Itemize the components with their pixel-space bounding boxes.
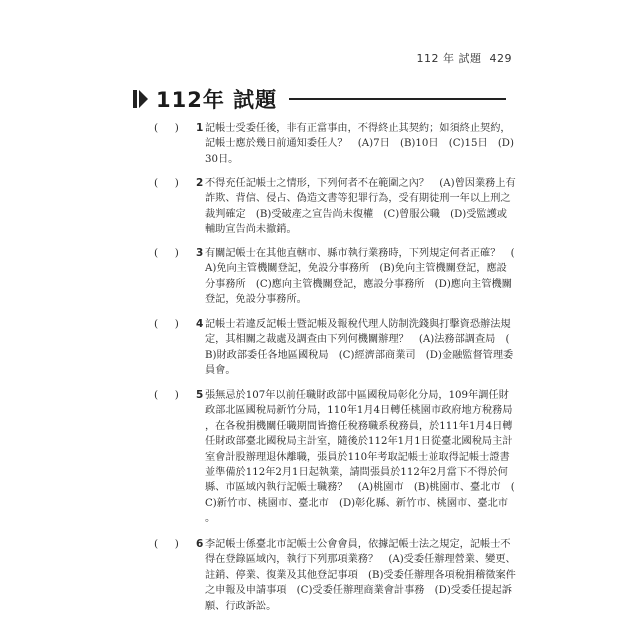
answer-blank[interactable]: ( ) [154,389,179,401]
question-number: 6 [196,538,204,550]
question-5 [148,388,516,528]
question-number: 5 [196,389,204,401]
answer-blank[interactable]: ( ) [154,538,179,550]
section-heading [133,84,506,114]
section-title: 112年 試題 [156,88,278,112]
question-text: 張無忌於107年以前任職財政部中區國稅局彰化分局，109年調任財政部北區國稅局新竹分局，110年1月4日轉任桃園市政府地方稅務局，在各稅捐機關任職期間皆擔任稅務職系稅務員，於111年1月4日轉任財政部臺北國稅局主計室，隨後於112年1月1日從臺北國稅局主計室會計股辦理退休離職，張員於110年考取記帳士並取得記帳士證書並準備於112年2月1日起執業，請問張員於112年2月當下不得於何縣、市區域內執行記帳士職務？ (A)桃園市 (B)桃園市、臺北市 (C)新竹市、桃園市、臺北市 (D)彰化縣、新竹市、桃園市、臺北市。 [205,390,515,525]
question-text: 記帳士若違反記帳士暨記帳及報稅代理人防制洗錢與打擊資恐辦法規定，其相關之裁處及調查由下列何機關辦理？ (A)法務部調查局 (B)財政部委任各地區國稅局 (C)經濟部商業司 (D)金融監督管理委員會。 [205,319,514,377]
answer-blank[interactable]: ( ) [154,122,179,134]
question-text: 李記帳士係臺北市記帳士公會會員，依據記帳士法之規定，記帳士不得在登錄區域內，執行下列那項業務？ (A)受委任辦理營業、變更、註銷、停業、復業及其他登記事項 (B)受委任辦理各項稅捐稽徵案件之申報及申請事項 (C)受委任辦理商業會計事務 (D)受委任提起訴願、行政訴訟。 [205,539,516,612]
question-3 [148,246,516,308]
question-2 [148,176,516,238]
question-number: 2 [196,177,204,189]
question-text: 記帳士受委任後，非有正當事由，不得終止其契約；如須終止契約，記帳士應於幾日前通知委任人？ (A)7日 (B)10日 (C)15日 (D)30日。 [205,123,514,165]
question-number: 3 [196,247,204,259]
question-1 [148,121,516,167]
question-6 [148,537,516,615]
page-number: 429 [489,52,512,65]
question-number: 1 [196,122,204,134]
chevron-marker-icon [133,90,148,108]
question-text: 有關記帳士在其他直轄市、縣市執行業務時，下列規定何者正確？ (A)免向主管機關登記，免設分事務所 (B)免向主管機關登記，應設分事務所 (C)應向主管機關登記，應設分事務所 (D)應向主管機關登記，免設分事務所。 [205,248,515,306]
heading-rule [289,98,506,100]
running-title: 112 年 試題 [416,52,482,65]
question-4 [148,317,516,379]
answer-blank[interactable]: ( ) [154,318,179,330]
running-header [417,50,513,66]
question-number: 4 [196,318,204,330]
question-text: 不得充任記帳士之情形，下列何者不在範圍之內？ (A)曾因業務上有詐欺、背信、侵占、偽造文書等犯罪行為，受有期徒刑一年以上刑之裁判確定 (B)受破產之宣告尚未復權 (C)曾服公職 (D)受監護或輔助宣告尚未撤銷。 [205,178,516,236]
answer-blank[interactable]: ( ) [154,247,179,259]
answer-blank[interactable]: ( ) [154,177,179,189]
